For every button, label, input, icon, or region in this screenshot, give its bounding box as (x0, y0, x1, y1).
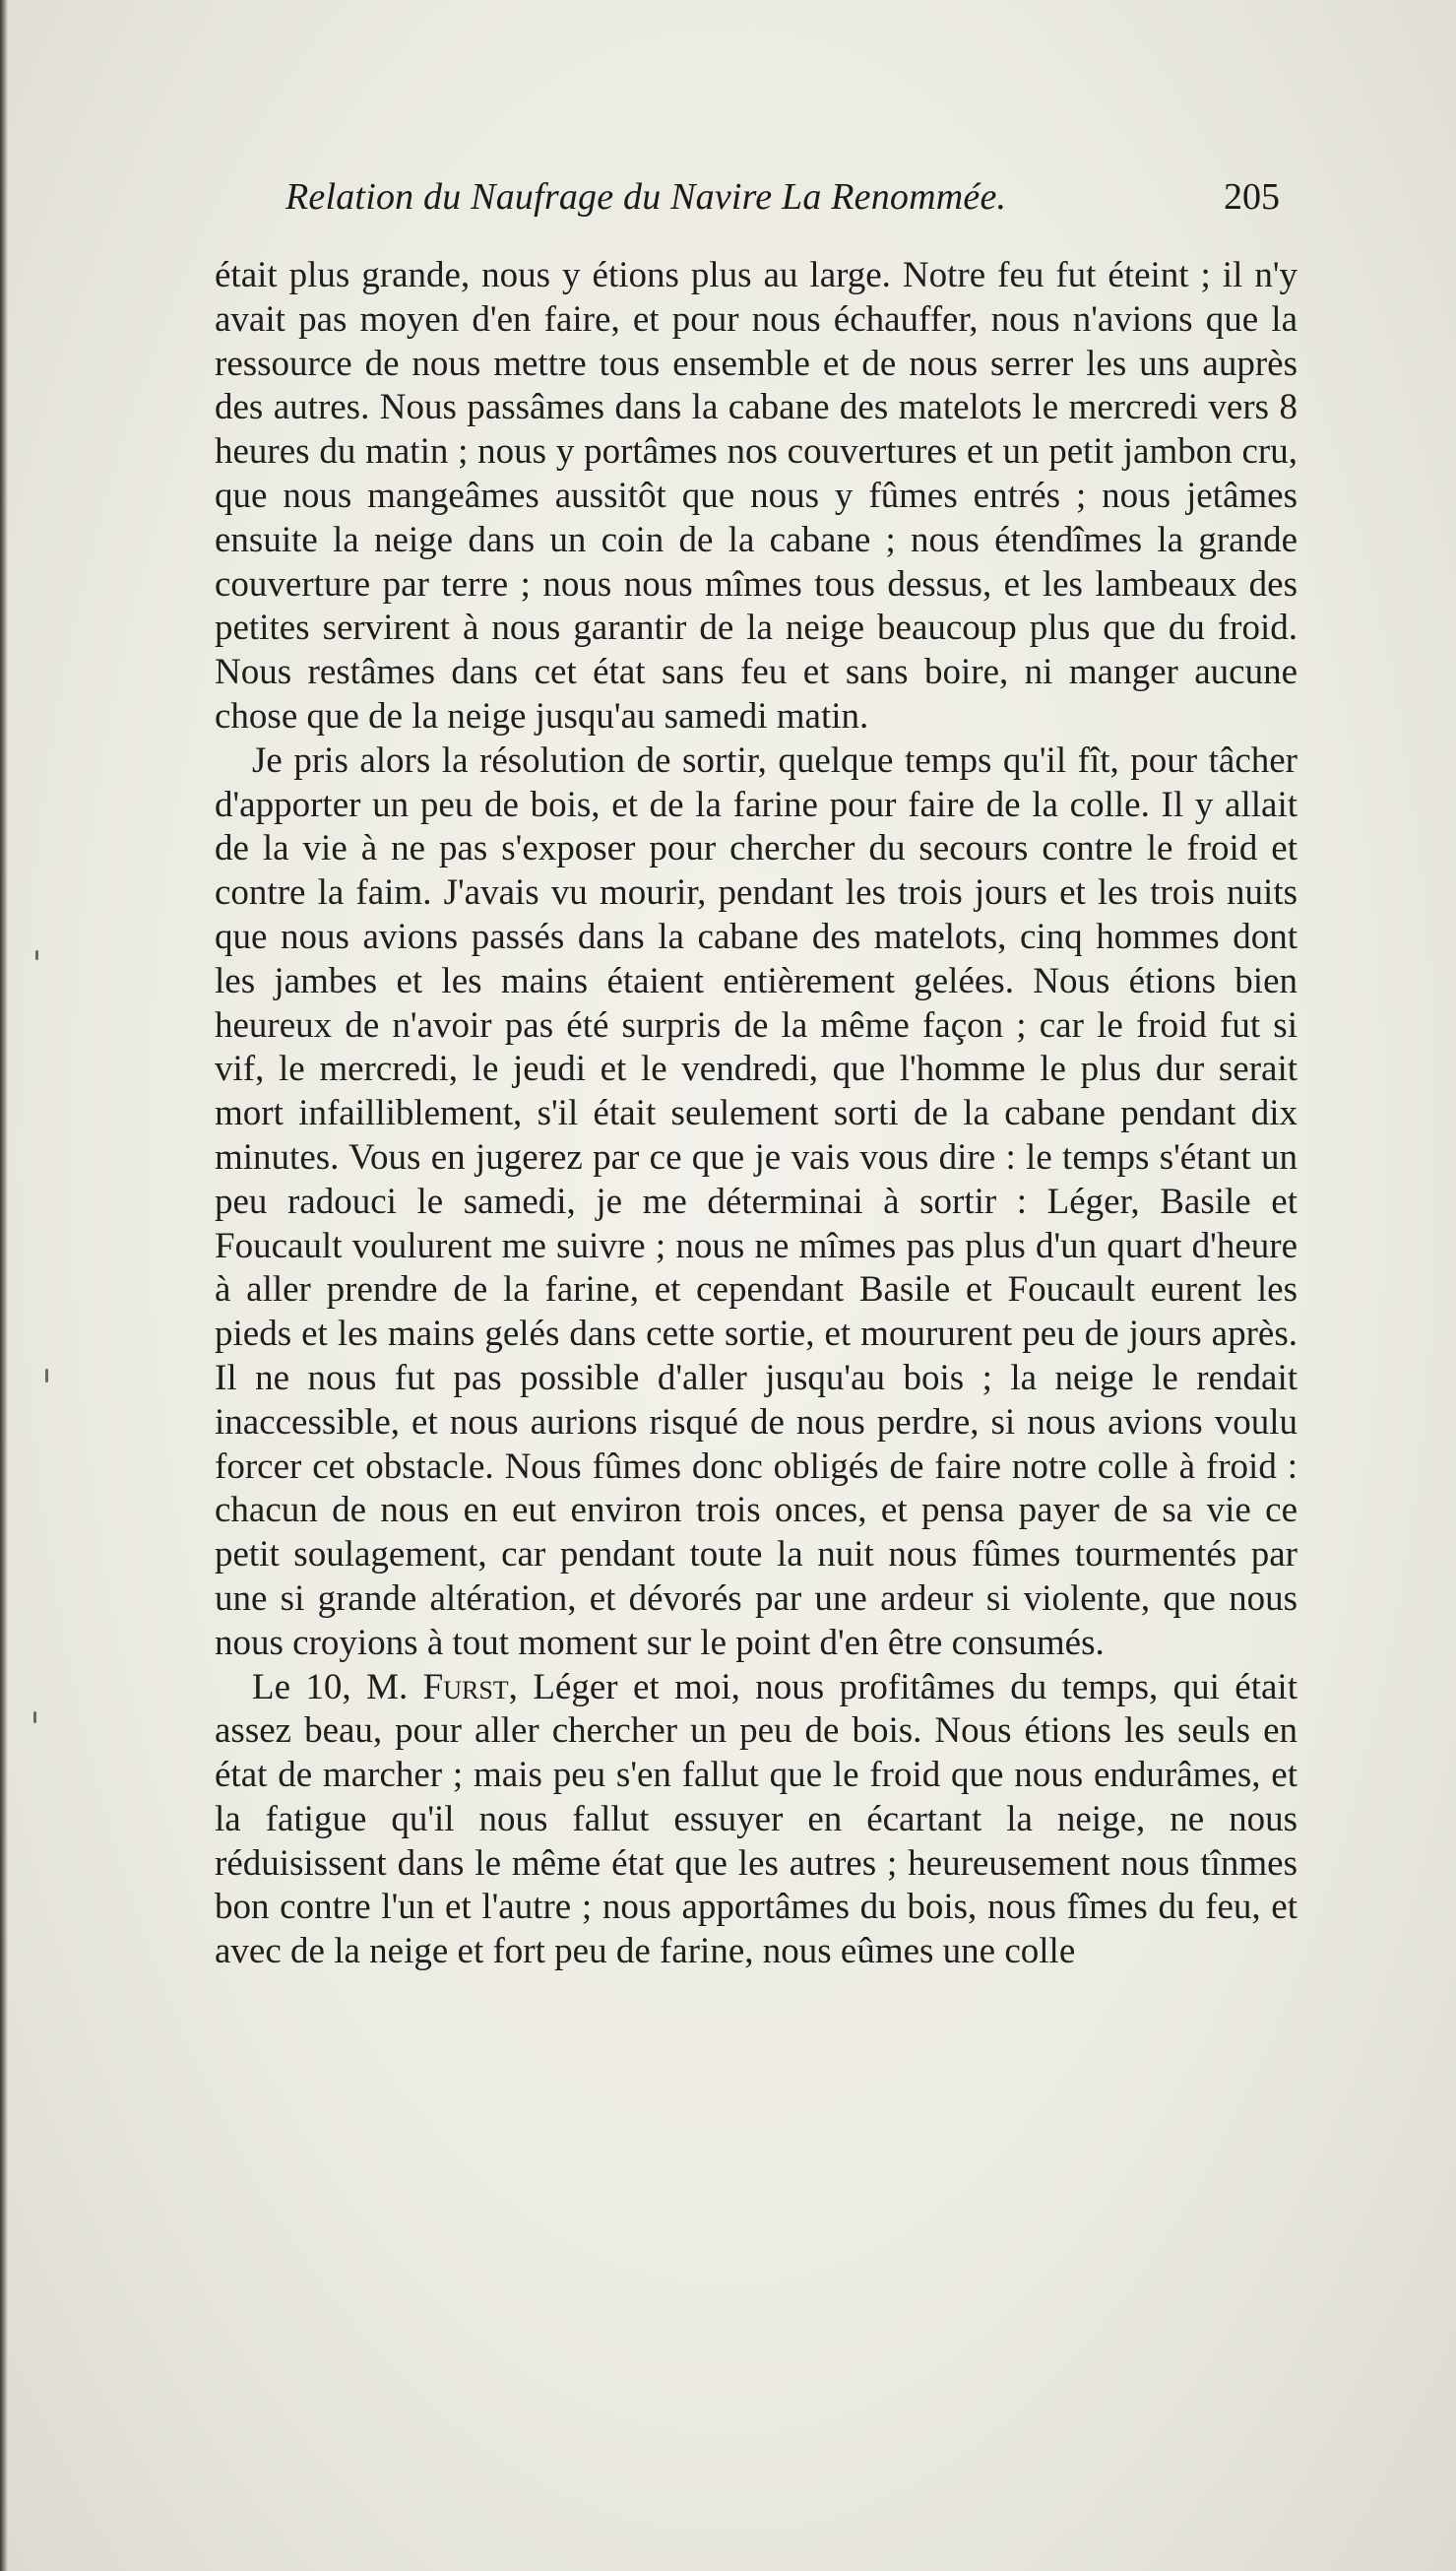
paragraph-3 (215, 1666, 1298, 1975)
paragraph-3-rest: , Léger et moi, nous profitâmes du temps, qui était assez beau, pour aller chercher un peu de bois. Nous étions les seuls en état de marcher ; mais peu s'en fallut que le froid que nous endurâmes, et la fatigue qu'il nous fallut essuyer en écartant la neige, ne nous réduisissent dans le même état que les autres ; heureusement nous tînmes bon contre l'un et l'autre ; nous apportâmes du bois, nous fîmes du feu, et avec de la neige et fort peu de farine, nous eûmes une colle (215, 1666, 1298, 1972)
margin-mark (45, 1369, 48, 1382)
paragraph-2: Je pris alors la résolution de sortir, quelque temps qu'il fît, pour tâcher d'apporter un peu de bois, et de la farine pour faire de la colle. Il y allait de la vie à ne pas s'exposer pour chercher du secours contre le froid et contre la faim. J'avais vu mourir, pendant les trois jours et les trois nuits que nous avions passés dans la cabane des matelots, cinq hommes dont les jambes et les mains étaient entièrement gelées. Nous étions bien heureux de n'avoir pas été surpris de la même façon ; car le froid fut si vif, le mercredi, le jeudi et le vendredi, que l'homme le plus dur serait mort infailliblement, s'il était seulement sorti de la cabane pendant dix minutes. Vous en jugerez par ce que je vais vous dire : le temps s'étant un peu radouci le samedi, je me déterminai à sortir : Léger, Basile et Foucault voulurent me suivre ; nous ne mîmes pas plus d'un quart d'heure à aller prendre de la farine, et cependant Basile et Foucault eurent les pieds et les mains gelés dans cette sortie, et moururent peu de jours après. Il ne nous fut pas possible d'aller jusqu'au bois ; la neige le rendait inaccessible, et nous aurions risqué de nous perdre, si nous avions voulu forcer cet obstacle. Nous fûmes donc obligés de faire notre colle à froid : chacun de nous en eut environ trois onces, et pensa payer de sa vie ce petit soulagement, car pendant toute la nuit nous fûmes tourmentés par une si grande altération, et dévorés par une ardeur si violente, que nous nous croyions à tout moment sur le point d'en être consumés. (215, 739, 1298, 1663)
margin-mark (33, 1711, 36, 1723)
margin-mark (35, 950, 38, 960)
name-furst: Furst (422, 1666, 509, 1707)
page-spine-shadow (0, 0, 8, 2571)
running-header (285, 167, 1280, 226)
paragraph-3-start: Le 10, M. (252, 1666, 409, 1707)
page-number: 205 (1224, 176, 1280, 218)
body-text (215, 254, 1298, 1974)
paragraph-1: était plus grande, nous y étions plus au large. Notre feu fut éteint ; il n'y avait pas moyen d'en faire, et pour nous échauffer, nous n'avions que la ressource de nous mettre tous ensemble et de nous serrer les uns auprès des autres. Nous passâmes dans la cabane des matelots le mercredi vers 8 heures du matin ; nous y portâmes nos couvertures et un petit jambon cru, que nous mangeâmes aussitôt que nous y fûmes entrés ; nous jetâmes ensuite la neige dans un coin de la cabane ; nous étendîmes la grande couverture par terre ; nous nous mîmes tous dessus, et les lambeaux des petites servirent à nous garantir de la neige beaucoup plus que du froid. Nous restâmes dans cet état sans feu et sans boire, ni manger aucune chose que de la neige jusqu'au samedi matin. (215, 255, 1298, 737)
running-title: Relation du Naufrage du Navire La Renommée. (285, 176, 1007, 218)
